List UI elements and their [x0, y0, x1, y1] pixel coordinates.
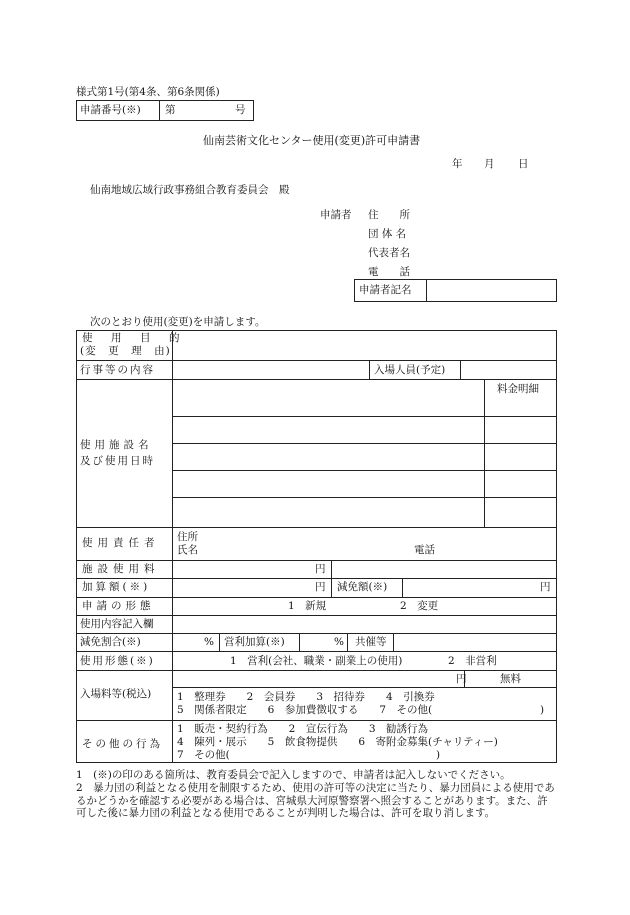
- reduction-amount-yen: 円: [540, 581, 551, 593]
- applicant-rep-label: 代表者名: [368, 247, 410, 259]
- row-line: [76, 720, 557, 721]
- row-line: [76, 651, 557, 652]
- application-number-label: 申請番号(※): [80, 104, 141, 116]
- co-host-label: 共催等: [355, 636, 387, 648]
- applicant-group-label: 団 体 名: [368, 228, 407, 240]
- row-line: [76, 560, 557, 561]
- row-line: [76, 670, 557, 671]
- commercial-surcharge-label: 営利加算(※): [224, 636, 285, 648]
- document-title: 仙南芸術文化センター使用(変更)許可申請書: [203, 134, 421, 147]
- applicant-label: 申請者: [320, 209, 352, 221]
- admission-free-label[interactable]: 無料: [500, 673, 521, 685]
- note-1: 1 (※)の印のある箇所は、教育委員会で記入しますので、申請者は記入しないでください。: [76, 769, 511, 781]
- divider: [426, 279, 427, 302]
- divider: [219, 633, 220, 651]
- row-line: [172, 470, 557, 471]
- change-reason-label: (変 更 理 由): [80, 345, 171, 357]
- surcharge-yen: 円: [315, 581, 326, 593]
- admission-options-line1[interactable]: 1 整理券 2 会員券 3 招待券 4 引換券: [177, 691, 435, 703]
- row-line: [76, 578, 557, 579]
- application-form-label: 申請の形態: [82, 600, 155, 612]
- intro-text: 次のとおり使用(変更)を申請します。: [90, 316, 266, 328]
- go-label: 号: [235, 104, 246, 116]
- divider: [299, 633, 300, 651]
- applicant-phone-label: 電 話: [368, 266, 410, 278]
- fee-detail-column-line: [484, 379, 485, 527]
- fee-detail-label: 料金明細: [497, 383, 539, 395]
- surcharge-label: 加算額(※): [82, 581, 151, 593]
- row-line: [76, 633, 557, 634]
- usage-option-commercial[interactable]: 1 営利(会社、職業・副業上の使用): [230, 655, 403, 667]
- addressee: 仙南地域広域行政事務組合教育委員会 殿: [90, 184, 290, 196]
- divider: [393, 633, 394, 651]
- row-line: [172, 497, 557, 498]
- usage-type-label: 使用形態(※): [80, 655, 155, 667]
- other-acts-line3[interactable]: 7 その他(: [177, 749, 230, 761]
- facility-name-label: 使用施設名: [80, 439, 153, 451]
- divider: [159, 100, 160, 121]
- manager-name-label: 氏名: [177, 544, 198, 556]
- reduction-ratio-label: 減免割合(※): [80, 636, 141, 648]
- row-line: [172, 416, 557, 417]
- facility-fee-label: 施設使用料: [82, 563, 160, 575]
- row-line: [76, 360, 557, 361]
- divider: [460, 360, 461, 379]
- commercial-surcharge-percent: %: [334, 636, 344, 648]
- divider: [331, 560, 332, 597]
- divider: [402, 578, 403, 597]
- applicant-sign-label: 申請者記名: [359, 284, 412, 296]
- facility-datetime-label: 及び使用日時: [80, 455, 155, 467]
- manager-phone-label: 電話: [414, 544, 435, 556]
- form-option-change[interactable]: 2 変更: [400, 600, 439, 612]
- date-month: 月: [484, 158, 495, 170]
- row-line: [172, 443, 557, 444]
- reduction-ratio-percent: %: [204, 636, 214, 648]
- row-line: [76, 615, 557, 616]
- date-day: 日: [518, 158, 529, 170]
- manager-address-label: 住所: [177, 531, 198, 543]
- admission-paren-close: ): [540, 704, 545, 716]
- divider: [369, 360, 370, 379]
- other-acts-label: その他の行為: [82, 738, 163, 750]
- event-label: 行事等の内容: [80, 364, 155, 376]
- row-line: [172, 687, 557, 688]
- other-acts-line1[interactable]: 1 販売・契約行為 2 宣伝行為 3 勧誘行為: [177, 723, 429, 735]
- attendees-label: 入場人員(予定): [374, 364, 446, 376]
- divider: [347, 633, 348, 651]
- row-line: [76, 527, 557, 528]
- date-year: 年: [452, 158, 463, 170]
- form-option-new[interactable]: 1 新規: [288, 600, 327, 612]
- label-column-line: [172, 330, 173, 763]
- other-acts-line2[interactable]: 4 陳列・展示 5 飲食物提供 6 寄附金募集(チャリティー): [177, 736, 498, 748]
- note-2: 2 暴力団の利益となる使用を制限するため、使用の許可等の決定に当たり、暴力団員による使用であるかどうかを確認する必要がある場合は、宮城県大河原警察署へ照会することがあります。また、許可した後に暴力団の利益となる使用であることが判明した場合は、許可を取り消します。: [76, 782, 555, 819]
- admission-label: 入場料等(税込): [80, 688, 152, 700]
- usage-option-noncommercial[interactable]: 2 非営利: [448, 655, 497, 667]
- admission-options-line2[interactable]: 5 関係者限定 6 参加費徴収する 7 その他(: [177, 704, 433, 716]
- manager-label: 使用責任者: [82, 537, 160, 549]
- dai-label: 第: [165, 104, 176, 116]
- facility-fee-yen: 円: [315, 563, 326, 575]
- content-field-label: 使用内容記入欄: [80, 618, 154, 630]
- applicant-address-label: 住 所: [368, 209, 410, 221]
- row-line: [76, 597, 557, 598]
- purpose-label: 使 用 目 的: [82, 332, 184, 344]
- admission-yen: 円: [456, 673, 467, 685]
- reduction-amount-label: 減免額(※): [337, 581, 388, 593]
- other-acts-paren-close: ): [436, 749, 441, 761]
- form-number: 様式第1号(第4条、第6条関係): [76, 86, 220, 98]
